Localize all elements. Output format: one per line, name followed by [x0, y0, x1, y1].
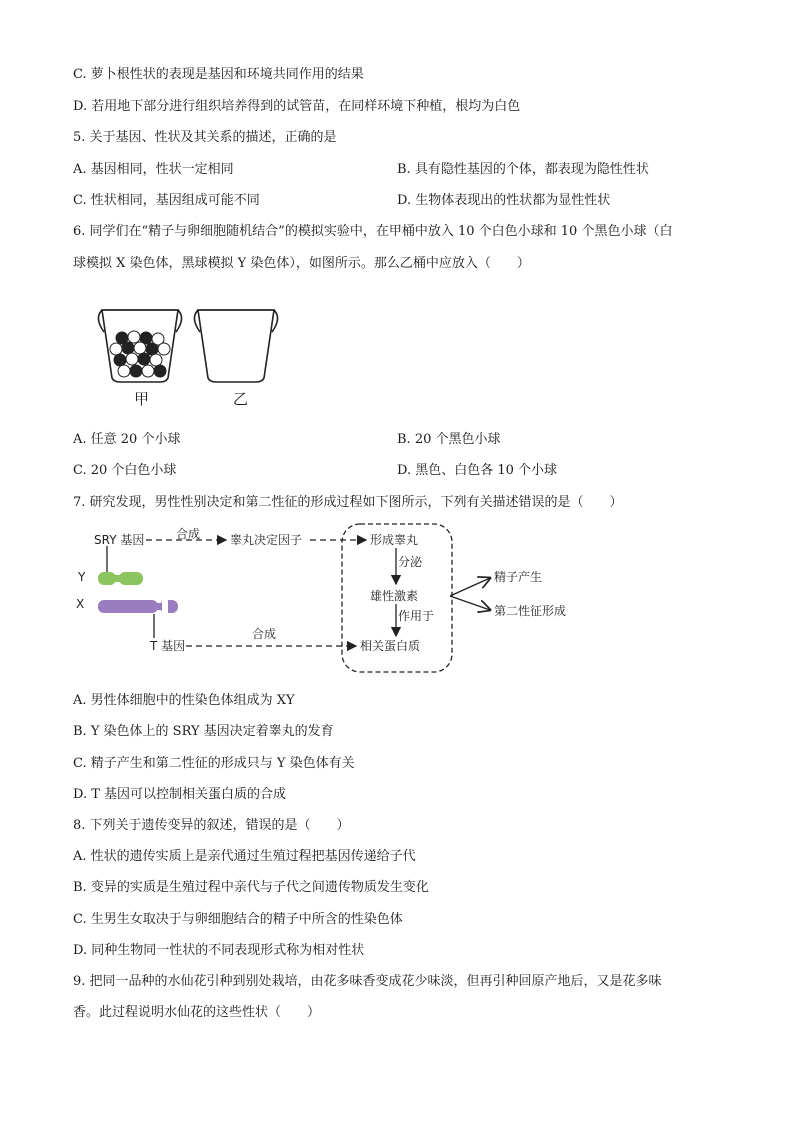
testis-factor-label: 睾丸决定因子 [230, 533, 303, 547]
q5-option-a: A. 基因相同，性状一定相同 [73, 162, 234, 177]
q8-option-d: D. 同种生物同一性状的不同表现形式称为相对性状 [73, 943, 365, 958]
x-chromosome-icon [98, 600, 178, 613]
q8-option-a: A. 性状的遗传实质上是亲代通过生殖过程把基因传递给子代 [73, 849, 416, 864]
bucket-yi-label: 乙 [233, 390, 249, 408]
bucket-jia-label: 甲 [134, 390, 150, 408]
q9-stem-line2: 香。此过程说明水仙花的这些性状（ ） [73, 1005, 321, 1020]
q7-stem: 7. 研究发现，男性性别决定和第二性征的形成过程如下图所示，下列有关描述错误的是（ ） [73, 495, 623, 510]
synthesis-label-1: 合成 [176, 527, 201, 541]
androgen-label: 雄性激素 [370, 589, 419, 603]
acts-on-label: 作用于 [398, 609, 435, 623]
secrete-label: 分泌 [398, 555, 423, 569]
q5-stem: 5. 关于基因、性状及其关系的描述，正确的是 [73, 130, 337, 145]
q4-option-c: C. 萝卜根性状的表现是基因和环境共同作用的结果 [73, 67, 364, 82]
q7-option-c: C. 精子产生和第二性征的形成只与 Y 染色体有关 [73, 756, 355, 771]
q6-stem-line1: 6. 同学们在“精子与卵细胞随机结合”的模拟实验中，在甲桶中放入 10 个白色小球和 10 个黑色小球（白 [73, 224, 673, 239]
q8-option-b: B. 变异的实质是生殖过程中亲代与子代之间遗传物质发生变化 [73, 880, 429, 895]
related-protein-label: 相关蛋白质 [360, 639, 421, 653]
q7-option-a: A. 男性体细胞中的性染色体组成为 XY [73, 693, 295, 708]
q8-stem: 8. 下列关于遗传变异的叙述，错误的是（ ） [73, 818, 350, 833]
bucket-yi-icon [194, 310, 277, 382]
q4-option-d: D. 若用地下部分进行组织培养得到的试管苗，在同样环境下种植，根均为白色 [73, 99, 521, 114]
form-testis-label: 形成睾丸 [370, 533, 419, 547]
y-chromosome-icon [98, 572, 143, 585]
t-gene-label: T 基因 [150, 639, 186, 653]
q5-option-d: D. 生物体表现出的性状都为显性性状 [397, 193, 611, 208]
x-chromosome-label: X [76, 597, 85, 611]
sperm-production-label: 精子产生 [494, 570, 543, 584]
sex-determination-diagram [70, 520, 590, 680]
q6-option-d: D. 黑色、白色各 10 个小球 [397, 463, 558, 478]
q7-option-b: B. Y 染色体上的 SRY 基因决定着睾丸的发育 [73, 724, 334, 739]
q5-option-b: B. 具有隐性基因的个体，都表现为隐性性状 [397, 162, 649, 177]
bucket-figure [92, 302, 292, 392]
balls-group [110, 331, 170, 377]
q9-stem-line1: 9. 把同一品种的水仙花引种到别处栽培，由花多味香变成花少味淡，但再引种回原产地后，又是花多味 [73, 974, 662, 989]
q6-option-c: C. 20 个白色小球 [73, 463, 177, 478]
secondary-sex-label: 第二性征形成 [494, 604, 567, 618]
q6-option-a: A. 任意 20 个小球 [73, 432, 181, 447]
q5-option-c: C. 性状相同，基因组成可能不同 [73, 193, 260, 208]
synthesis-label-2: 合成 [252, 627, 277, 641]
q8-option-c: C. 生男生女取决于与卵细胞结合的精子中所含的性染色体 [73, 912, 403, 927]
q7-option-d: D. T 基因可以控制相关蛋白质的合成 [73, 787, 287, 802]
y-chromosome-label: Y [78, 570, 86, 584]
q6-option-b: B. 20 个黑色小球 [397, 432, 501, 447]
sry-gene-label: SRY 基因 [94, 533, 145, 547]
q6-stem-line2: 球模拟 X 染色体，黑球模拟 Y 染色体），如图所示。那么乙桶中应放入（ ） [73, 256, 530, 271]
